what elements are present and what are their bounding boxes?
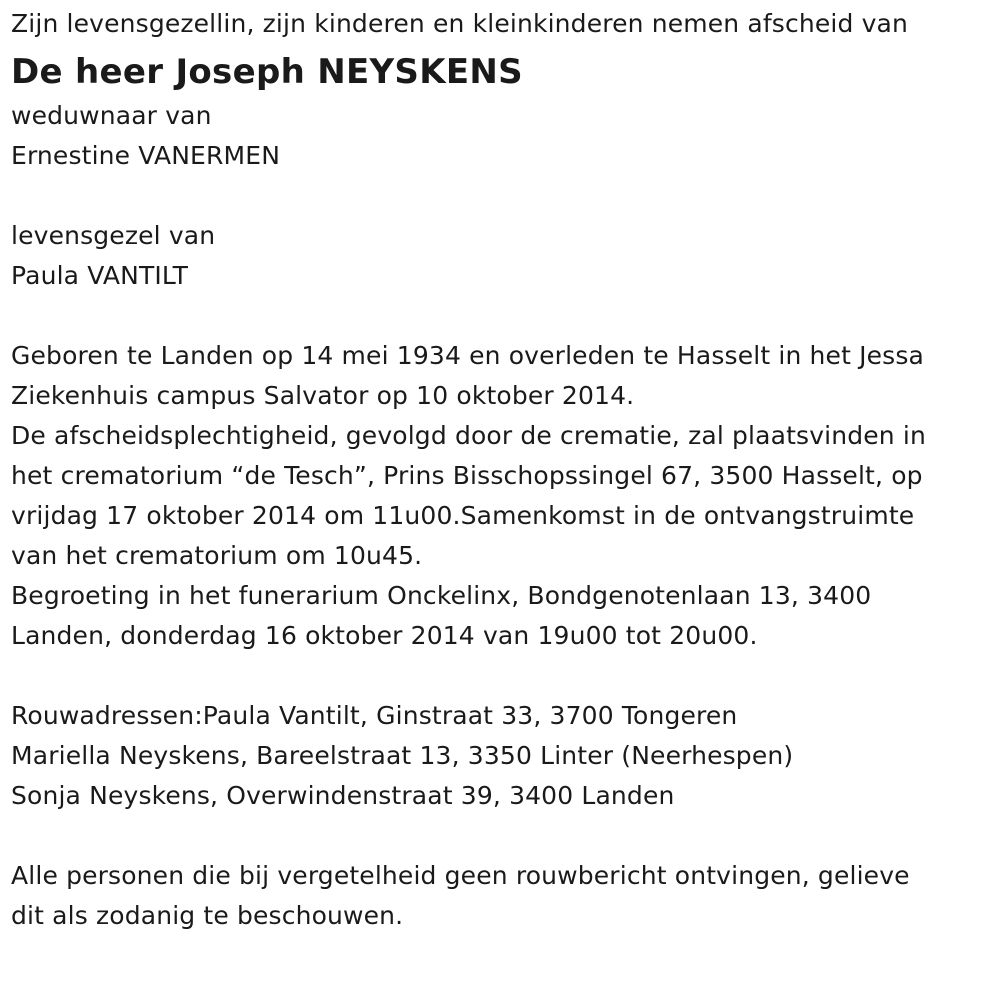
partner-name: Paula VANTILT [11, 261, 188, 290]
detail-line: van het crematorium om 10u45. [11, 541, 423, 570]
deceased-name: De heer Joseph NEYSKENS [11, 52, 523, 92]
spacer [11, 816, 991, 856]
closing-note [11, 856, 991, 936]
address-line: Mariella Neyskens, Bareelstraat 13, 3350 Linter (Neerhespen) [11, 741, 794, 770]
spacer [11, 656, 991, 696]
spacer [11, 296, 991, 336]
detail-line: De afscheidsplechtigheid, gevolgd door de crematie, zal plaatsvinden in [11, 421, 926, 450]
widower-of-name: Ernestine VANERMEN [11, 141, 281, 170]
address-line: Sonja Neyskens, Overwindenstraat 39, 3400 Landen [11, 781, 675, 810]
mourning-addresses [11, 696, 991, 816]
spacer [11, 176, 991, 216]
closing-line: Alle personen die bij vergetelheid geen rouwbericht ontvingen, gelieve [11, 861, 910, 890]
detail-line: het crematorium “de Tesch”, Prins Bisschopssingel 67, 3500 Hasselt, op [11, 461, 923, 490]
partner-label: levensgezel van [11, 221, 216, 250]
intro-text: Zijn levensgezellin, zijn kinderen en kleinkinderen nemen afscheid van [11, 9, 909, 38]
detail-line: Ziekenhuis campus Salvator op 10 oktober 2014. [11, 381, 635, 410]
detail-line: Begroeting in het funerarium Onckelinx, Bondgenotenlaan 13, 3400 [11, 581, 872, 610]
ceremony-details [11, 336, 991, 656]
widower-label: weduwnaar van [11, 101, 212, 130]
detail-line: vrijdag 17 oktober 2014 om 11u00.Samenkomst in de ontvangstruimte [11, 501, 915, 530]
address-line: Rouwadressen:Paula Vantilt, Ginstraat 33, 3700 Tongeren [11, 701, 738, 730]
detail-line: Landen, donderdag 16 oktober 2014 van 19u00 tot 20u00. [11, 621, 758, 650]
detail-line: Geboren te Landen op 14 mei 1934 en overleden te Hasselt in het Jessa [11, 341, 924, 370]
obituary-document [11, 4, 991, 936]
closing-line: dit als zodanig te beschouwen. [11, 901, 404, 930]
